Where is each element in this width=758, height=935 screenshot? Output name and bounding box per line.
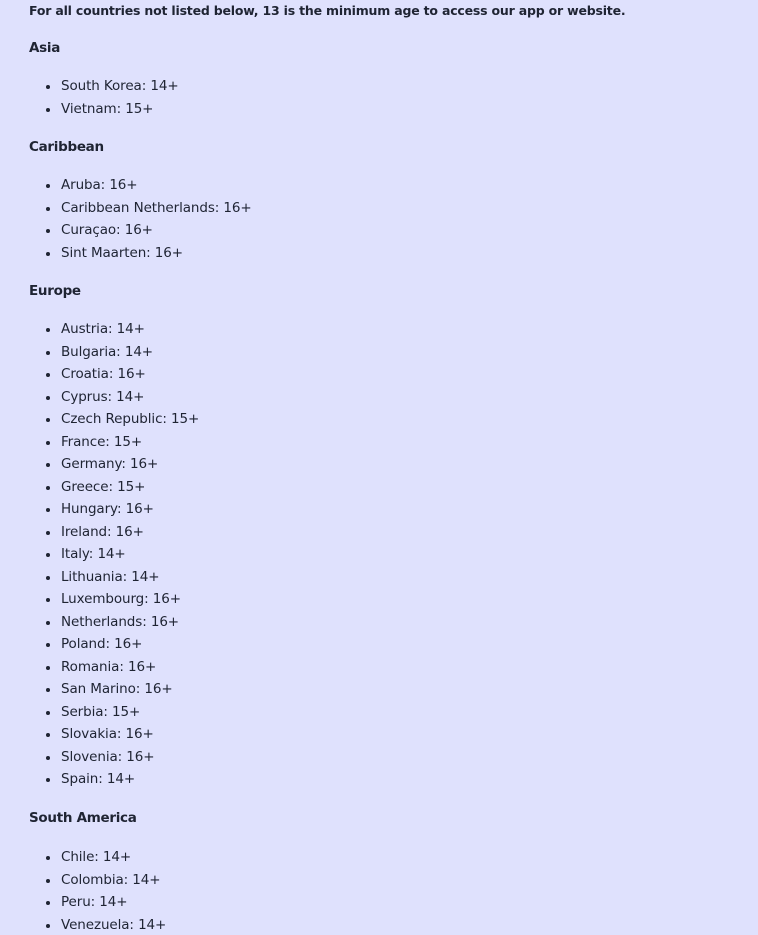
list-item: Germany: 16+: [0, 453, 199, 476]
list-item: Greece: 15+: [0, 476, 199, 499]
list-item: Slovenia: 16+: [0, 746, 199, 769]
list-item: Italy: 14+: [0, 543, 199, 566]
list-item: Peru: 14+: [0, 891, 166, 914]
list-item: Austria: 14+: [0, 318, 199, 341]
region-heading-asia: Asia: [29, 40, 61, 56]
list-item: Serbia: 15+: [0, 701, 199, 724]
region-heading-caribbean: Caribbean: [29, 139, 104, 155]
list-item: Cyprus: 14+: [0, 386, 199, 409]
list-item: France: 15+: [0, 431, 199, 454]
list-item: Chile: 14+: [0, 846, 166, 869]
list-item: Lithuania: 14+: [0, 566, 199, 589]
list-item: Sint Maarten: 16+: [0, 242, 252, 265]
list-item: Venezuela: 14+: [0, 914, 166, 935]
list-item: Curaçao: 16+: [0, 219, 252, 242]
country-list-europe: [0, 318, 199, 791]
list-item: Netherlands: 16+: [0, 611, 199, 634]
list-item: Hungary: 16+: [0, 498, 199, 521]
list-item: Bulgaria: 14+: [0, 341, 199, 364]
region-heading-europe: Europe: [29, 283, 81, 299]
country-list-south-america: [0, 846, 166, 935]
list-item: South Korea: 14+: [0, 75, 179, 98]
intro-text: For all countries not listed below, 13 is the minimum age to access our app or website.: [29, 3, 626, 18]
list-item: San Marino: 16+: [0, 678, 199, 701]
list-item: Czech Republic: 15+: [0, 408, 199, 431]
country-list-asia: [0, 75, 179, 120]
list-item: Luxembourg: 16+: [0, 588, 199, 611]
list-item: Colombia: 14+: [0, 869, 166, 892]
list-item: Spain: 14+: [0, 768, 199, 791]
list-item: Vietnam: 15+: [0, 98, 179, 121]
list-item: Slovakia: 16+: [0, 723, 199, 746]
list-item: Aruba: 16+: [0, 174, 252, 197]
country-list-caribbean: [0, 174, 252, 264]
list-item: Romania: 16+: [0, 656, 199, 679]
list-item: Poland: 16+: [0, 633, 199, 656]
list-item: Caribbean Netherlands: 16+: [0, 197, 252, 220]
region-heading-south-america: South America: [29, 810, 137, 826]
list-item: Ireland: 16+: [0, 521, 199, 544]
list-item: Croatia: 16+: [0, 363, 199, 386]
